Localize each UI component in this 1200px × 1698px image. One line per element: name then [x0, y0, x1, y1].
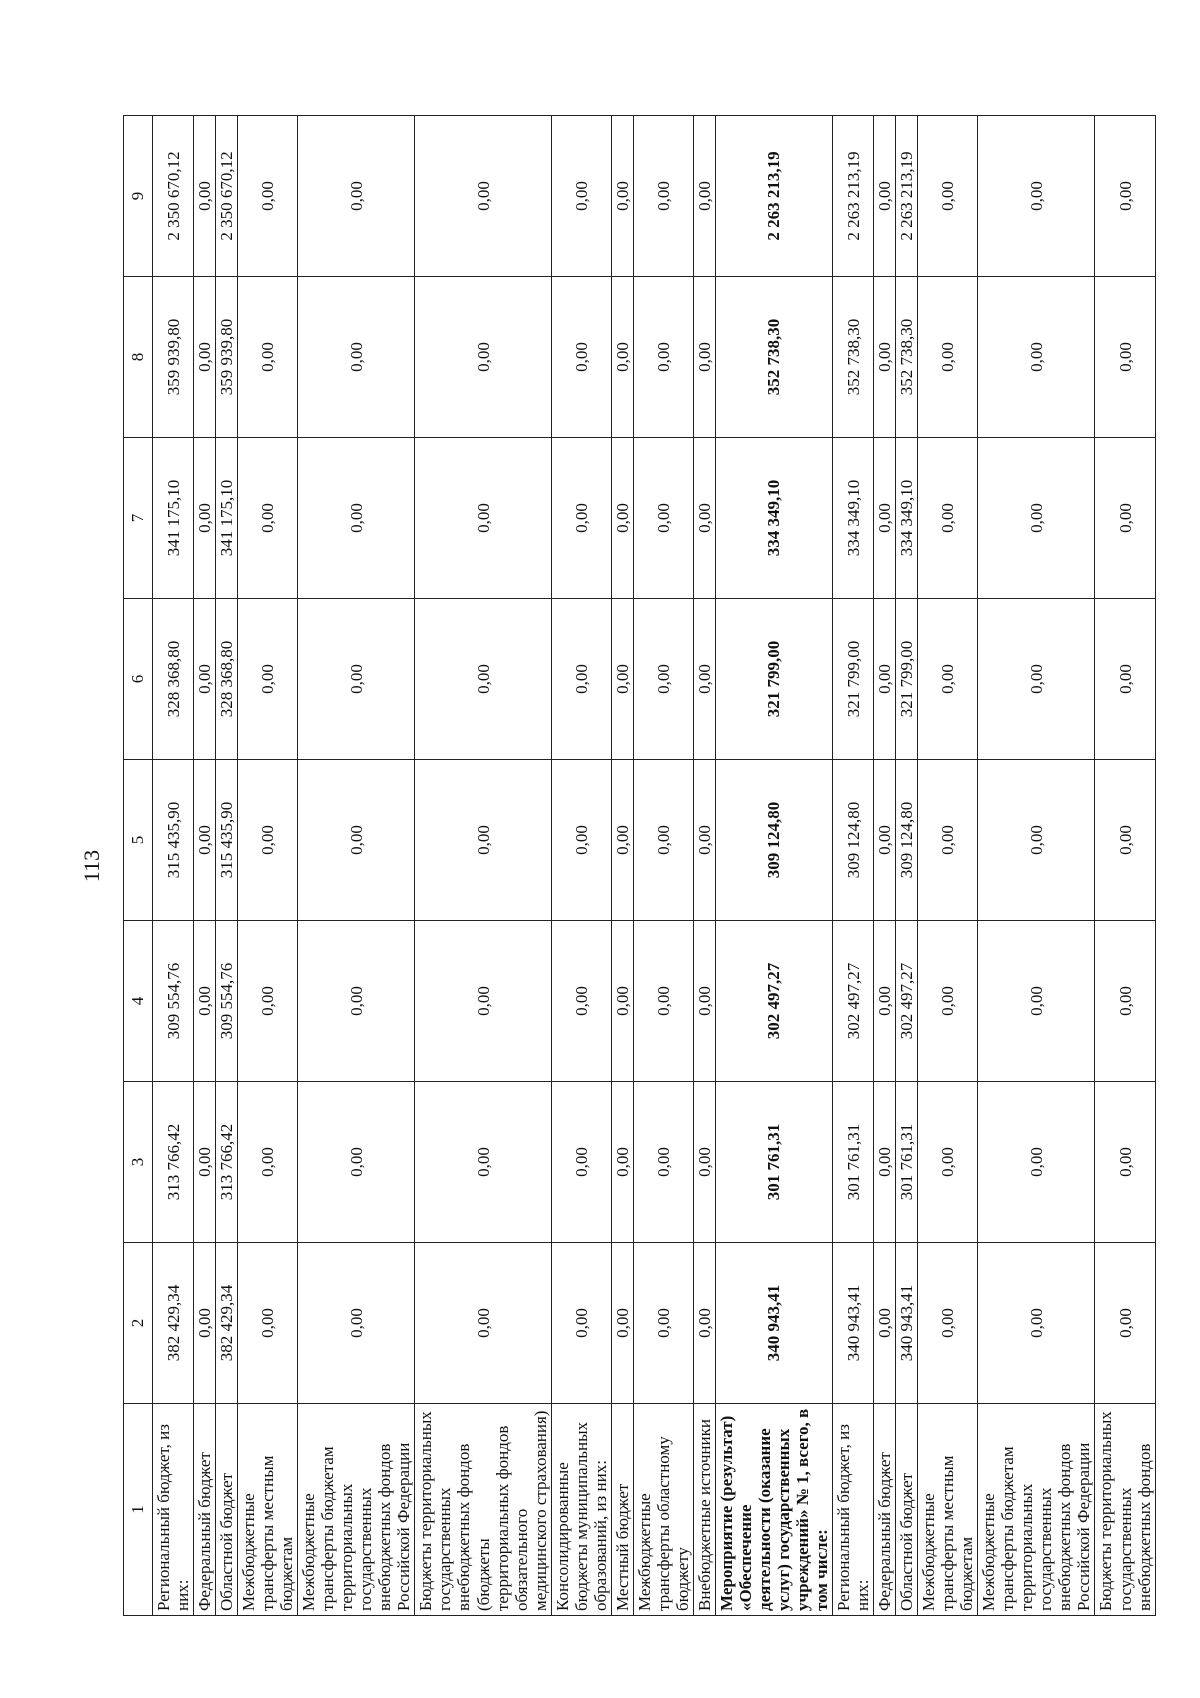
header-row [124, 116, 153, 1616]
value-cell: 0,00 [874, 1082, 896, 1243]
value-cell: 0,00 [693, 116, 715, 277]
value-cell: 0,00 [415, 599, 551, 760]
value-cell: 2 350 670,12 [153, 116, 194, 277]
row-label: Федеральный бюджет [874, 1404, 896, 1616]
value-cell: 0,00 [978, 277, 1095, 438]
value-cell: 0,00 [693, 1082, 715, 1243]
value-cell: 2 263 213,19 [896, 116, 918, 277]
value-cell: 352 738,30 [833, 277, 874, 438]
table-row [216, 116, 238, 1616]
value-cell: 0,00 [194, 1082, 216, 1243]
row-label: Областной бюджет [216, 1404, 238, 1616]
value-cell: 0,00 [1095, 921, 1155, 1082]
value-cell: 0,00 [633, 599, 693, 760]
value-cell: 0,00 [633, 1082, 693, 1243]
value-cell: 0,00 [611, 438, 633, 599]
value-cell: 0,00 [978, 599, 1095, 760]
column-header: 3 [124, 1082, 153, 1243]
value-cell: 0,00 [551, 760, 611, 921]
value-cell: 0,00 [633, 760, 693, 921]
row-label: Межбюджетные трансферты областному бюджету [633, 1404, 693, 1616]
value-cell: 340 943,41 [833, 1243, 874, 1404]
value-cell: 301 761,31 [896, 1082, 918, 1243]
value-cell: 321 799,00 [715, 599, 832, 760]
table-row [238, 116, 298, 1616]
value-cell: 0,00 [633, 1243, 693, 1404]
row-label: Межбюджетные трансферты местным бюджетам [238, 1404, 298, 1616]
value-cell: 0,00 [194, 1243, 216, 1404]
value-cell: 313 766,42 [153, 1082, 194, 1243]
column-header: 4 [124, 921, 153, 1082]
value-cell: 0,00 [551, 1243, 611, 1404]
rotated-page [75, 116, 1154, 1616]
value-cell: 0,00 [1095, 277, 1155, 438]
value-cell: 0,00 [238, 116, 298, 277]
table-row [194, 116, 216, 1616]
value-cell: 0,00 [194, 921, 216, 1082]
value-cell: 0,00 [415, 438, 551, 599]
value-cell: 0,00 [978, 438, 1095, 599]
value-cell: 0,00 [194, 277, 216, 438]
value-cell: 0,00 [611, 1243, 633, 1404]
value-cell: 0,00 [978, 921, 1095, 1082]
value-cell: 301 761,31 [715, 1082, 832, 1243]
value-cell: 0,00 [611, 116, 633, 277]
value-cell: 0,00 [918, 438, 978, 599]
row-label: Мероприятие (результат) «Обеспечение деятельности (оказание услуг) государственных учреждений» № 1, всего, в том числе: [715, 1404, 832, 1616]
value-cell: 0,00 [194, 438, 216, 599]
value-cell: 0,00 [415, 1082, 551, 1243]
value-cell: 321 799,00 [896, 599, 918, 760]
value-cell: 2 350 670,12 [216, 116, 238, 277]
value-cell: 315 435,90 [153, 760, 194, 921]
value-cell: 309 554,76 [153, 921, 194, 1082]
value-cell: 0,00 [918, 1082, 978, 1243]
table-row [611, 116, 633, 1616]
value-cell: 0,00 [238, 277, 298, 438]
value-cell: 0,00 [551, 1082, 611, 1243]
value-cell: 0,00 [978, 1243, 1095, 1404]
value-cell: 0,00 [551, 599, 611, 760]
value-cell: 309 554,76 [216, 921, 238, 1082]
value-cell: 0,00 [298, 116, 415, 277]
value-cell: 0,00 [874, 921, 896, 1082]
row-label: Региональный бюджет, из них: [153, 1404, 194, 1616]
value-cell: 0,00 [633, 277, 693, 438]
row-label: Бюджеты территориальных государственных внебюджетных фондов [1095, 1404, 1155, 1616]
table-row [978, 116, 1095, 1616]
value-cell: 340 943,41 [715, 1243, 832, 1404]
value-cell: 341 175,10 [153, 438, 194, 599]
row-label: Местный бюджет [611, 1404, 633, 1616]
value-cell: 0,00 [415, 1243, 551, 1404]
value-cell: 0,00 [238, 438, 298, 599]
value-cell: 0,00 [633, 438, 693, 599]
value-cell: 382 429,34 [153, 1243, 194, 1404]
value-cell: 0,00 [238, 599, 298, 760]
value-cell: 0,00 [551, 438, 611, 599]
value-cell: 359 939,80 [153, 277, 194, 438]
value-cell: 341 175,10 [216, 438, 238, 599]
column-header: 9 [124, 116, 153, 277]
value-cell: 0,00 [298, 599, 415, 760]
value-cell: 0,00 [978, 1082, 1095, 1243]
table-row [633, 116, 693, 1616]
value-cell: 309 124,80 [715, 760, 832, 921]
value-cell: 328 368,80 [216, 599, 238, 760]
value-cell: 309 124,80 [896, 760, 918, 921]
row-label: Региональный бюджет, из них: [833, 1404, 874, 1616]
table-row [415, 116, 551, 1616]
value-cell: 0,00 [1095, 1082, 1155, 1243]
column-header: 8 [124, 277, 153, 438]
table-row [918, 116, 978, 1616]
value-cell: 2 263 213,19 [833, 116, 874, 277]
row-label: Внебюджетные источники [693, 1404, 715, 1616]
row-label: Межбюджетные трансферты бюджетам территориальных государственных внебюджетных фондов Российской Федерации [978, 1404, 1095, 1616]
column-header: 2 [124, 1243, 153, 1404]
value-cell: 0,00 [298, 1243, 415, 1404]
row-label: Консолидированные бюджеты муниципальных образований, из них: [551, 1404, 611, 1616]
row-label: Межбюджетные трансферты местным бюджетам [918, 1404, 978, 1616]
value-cell: 0,00 [298, 1082, 415, 1243]
value-cell: 0,00 [693, 438, 715, 599]
value-cell: 0,00 [415, 921, 551, 1082]
value-cell: 0,00 [874, 599, 896, 760]
value-cell: 0,00 [415, 277, 551, 438]
value-cell: 0,00 [693, 599, 715, 760]
row-label: Федеральный бюджет [194, 1404, 216, 1616]
value-cell: 0,00 [238, 1082, 298, 1243]
value-cell: 0,00 [693, 1243, 715, 1404]
value-cell: 0,00 [298, 438, 415, 599]
value-cell: 0,00 [298, 277, 415, 438]
row-label: Областной бюджет [896, 1404, 918, 1616]
table-row [715, 116, 832, 1616]
value-cell: 321 799,00 [833, 599, 874, 760]
value-cell: 334 349,10 [833, 438, 874, 599]
table-row [153, 116, 194, 1616]
value-cell: 0,00 [874, 760, 896, 921]
column-header: 5 [124, 760, 153, 921]
value-cell: 0,00 [238, 760, 298, 921]
value-cell: 301 761,31 [833, 1082, 874, 1243]
value-cell: 334 349,10 [715, 438, 832, 599]
value-cell: 0,00 [611, 599, 633, 760]
value-cell: 0,00 [918, 760, 978, 921]
table-body [153, 116, 1156, 1616]
value-cell: 0,00 [238, 921, 298, 1082]
value-cell: 0,00 [978, 760, 1095, 921]
value-cell: 0,00 [551, 116, 611, 277]
value-cell: 0,00 [633, 116, 693, 277]
value-cell: 382 429,34 [216, 1243, 238, 1404]
value-cell: 0,00 [918, 1243, 978, 1404]
value-cell: 0,00 [918, 277, 978, 438]
value-cell: 2 263 213,19 [715, 116, 832, 277]
value-cell: 0,00 [874, 277, 896, 438]
value-cell: 0,00 [918, 116, 978, 277]
value-cell: 0,00 [194, 760, 216, 921]
value-cell: 0,00 [298, 921, 415, 1082]
value-cell: 340 943,41 [896, 1243, 918, 1404]
value-cell: 302 497,27 [715, 921, 832, 1082]
table-row [693, 116, 715, 1616]
value-cell: 0,00 [611, 1082, 633, 1243]
value-cell: 0,00 [1095, 599, 1155, 760]
value-cell: 352 738,30 [715, 277, 832, 438]
value-cell: 0,00 [874, 116, 896, 277]
row-label: Межбюджетные трансферты бюджетам территориальных государственных внебюджетных фондов Российской Федерации [298, 1404, 415, 1616]
value-cell: 0,00 [611, 277, 633, 438]
page-number: 113 [79, 849, 104, 883]
value-cell: 0,00 [551, 921, 611, 1082]
table-row [551, 116, 611, 1616]
value-cell: 0,00 [194, 116, 216, 277]
value-cell: 0,00 [611, 921, 633, 1082]
value-cell: 0,00 [633, 921, 693, 1082]
value-cell: 352 738,30 [896, 277, 918, 438]
value-cell: 0,00 [874, 438, 896, 599]
value-cell: 0,00 [918, 921, 978, 1082]
value-cell: 0,00 [298, 760, 415, 921]
value-cell: 302 497,27 [896, 921, 918, 1082]
value-cell: 0,00 [693, 760, 715, 921]
table-row [298, 116, 415, 1616]
value-cell: 0,00 [415, 760, 551, 921]
value-cell: 309 124,80 [833, 760, 874, 921]
value-cell: 0,00 [874, 1243, 896, 1404]
value-cell: 0,00 [918, 599, 978, 760]
value-cell: 0,00 [415, 116, 551, 277]
value-cell: 334 349,10 [896, 438, 918, 599]
value-cell: 0,00 [1095, 116, 1155, 277]
table-row [874, 116, 896, 1616]
value-cell: 359 939,80 [216, 277, 238, 438]
value-cell: 0,00 [693, 277, 715, 438]
row-label: Бюджеты территориальных государственных внебюджетных фондов (бюджеты территориальных фондов обязательного медицинского страхования) [415, 1404, 551, 1616]
table-row [1095, 116, 1155, 1616]
budget-table [123, 115, 1156, 1616]
value-cell: 0,00 [978, 116, 1095, 277]
value-cell: 328 368,80 [153, 599, 194, 760]
table-row [896, 116, 918, 1616]
value-cell: 0,00 [693, 921, 715, 1082]
column-header: 1 [124, 1404, 153, 1616]
value-cell: 0,00 [551, 277, 611, 438]
value-cell: 313 766,42 [216, 1082, 238, 1243]
value-cell: 0,00 [1095, 438, 1155, 599]
value-cell: 0,00 [194, 599, 216, 760]
value-cell: 0,00 [611, 760, 633, 921]
value-cell: 315 435,90 [216, 760, 238, 921]
table-row [833, 116, 874, 1616]
value-cell: 0,00 [238, 1243, 298, 1404]
column-header: 6 [124, 599, 153, 760]
value-cell: 0,00 [1095, 760, 1155, 921]
value-cell: 0,00 [1095, 1243, 1155, 1404]
column-header: 7 [124, 438, 153, 599]
value-cell: 302 497,27 [833, 921, 874, 1082]
